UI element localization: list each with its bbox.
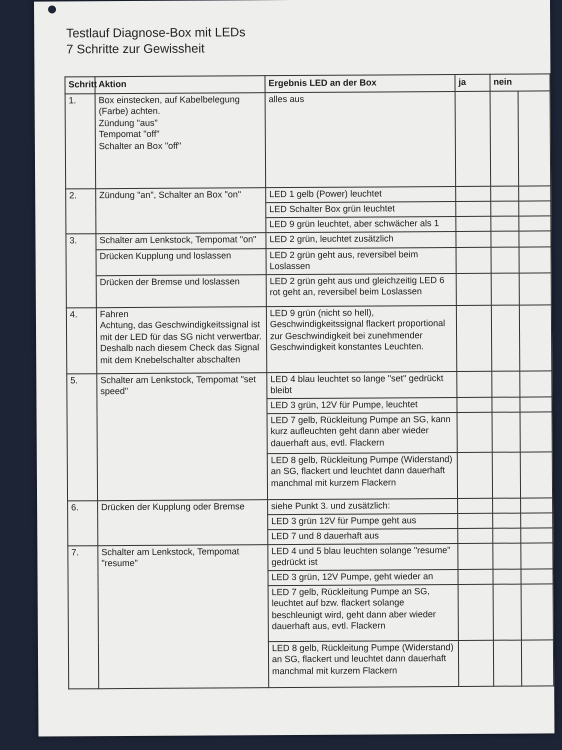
step-number: 6. xyxy=(68,500,98,545)
action-cell: Schalter am Lenkstock, Tempomat "resume" xyxy=(98,544,269,688)
checkbox-nein-cell[interactable] xyxy=(493,528,521,543)
action-cell: Drücken der Bremse und loslassen xyxy=(96,274,266,307)
checkbox-extra-cell xyxy=(519,304,551,370)
header-ja: ja xyxy=(455,74,490,91)
table-row xyxy=(65,90,551,188)
checkbox-nein-cell[interactable] xyxy=(493,498,521,513)
checkbox-extra-cell xyxy=(520,451,552,497)
checkbox-extra-cell xyxy=(519,230,551,246)
header-nein: nein xyxy=(490,74,550,91)
document-title: Testlauf Diagnose-Box mit LEDs xyxy=(66,25,246,41)
checkbox-extra-cell xyxy=(521,583,553,639)
checkbox-ja-cell[interactable] xyxy=(456,305,491,371)
table-row xyxy=(67,370,552,399)
checkbox-extra-cell xyxy=(519,246,551,272)
result-cell: LED 3 grün, 12V für Pumpe, leuchtet xyxy=(267,397,457,413)
checkbox-extra-cell xyxy=(521,542,553,568)
result-cell: LED 3 grün, 12V Pumpe, geht wieder an xyxy=(268,569,458,585)
checkbox-extra-cell xyxy=(521,527,553,542)
result-cell: LED 4 und 5 blau leuchten solange "resume" gedrückt ist xyxy=(268,543,458,570)
action-cell: Fahren Achtung, das Geschwindigkeitssignal ist mit der LED für das SG nicht verwertbar. Deshalb nach diesem Check das Signal mit dem Knebelschalter abschalten xyxy=(96,306,266,373)
step-number: 1. xyxy=(65,93,96,188)
result-cell: LED Schalter Box grün leuchtet xyxy=(266,201,456,217)
step-number: 3. xyxy=(66,233,96,307)
table-row xyxy=(68,542,553,571)
checkbox-nein-cell[interactable] xyxy=(491,305,519,371)
checkbox-extra-cell xyxy=(519,185,551,200)
table-row xyxy=(66,272,551,307)
checkbox-ja-cell[interactable] xyxy=(456,231,491,247)
checkbox-ja-cell[interactable] xyxy=(456,201,491,216)
result-cell: LED 3 grün 12V für Pumpe geht aus xyxy=(268,513,458,529)
checkbox-nein-cell[interactable] xyxy=(491,231,519,247)
checkbox-ja-cell[interactable] xyxy=(455,91,491,186)
step-number: 2. xyxy=(66,188,96,233)
result-cell: LED 9 grün leuchtet, aber schwächer als 1 xyxy=(266,216,456,232)
action-cell: Schalter am Lenkstock, Tempomat "set speed" xyxy=(97,372,268,500)
checkbox-ja-cell[interactable] xyxy=(457,412,492,452)
step-number: 4. xyxy=(66,307,96,373)
checkbox-nein-cell[interactable] xyxy=(493,513,521,528)
table-body xyxy=(65,90,554,688)
checkbox-nein-cell[interactable] xyxy=(492,452,520,498)
result-cell: LED 7 und 8 dauerhaft aus xyxy=(268,528,458,544)
checkbox-ja-cell[interactable] xyxy=(458,584,493,640)
checkbox-extra-cell xyxy=(520,370,552,396)
result-cell: siehe Punkt 3. und zusätzlich: xyxy=(268,498,458,514)
action-cell: Zündung "an", Schalter an Box "on" xyxy=(96,187,266,233)
result-cell: LED 1 gelb (Power) leuchtet xyxy=(266,186,456,202)
checkbox-ja-cell[interactable] xyxy=(458,640,493,686)
action-cell: Drücken der Kupplung oder Bremse xyxy=(98,499,268,545)
result-cell: LED 9 grün (nicht so hell), Geschwindigkeitssignal flackert proportional zur Geschwindigkeit bei zunehmender Geschwindigkeit konstantes Leuchten. xyxy=(266,305,456,372)
punch-hole xyxy=(48,5,56,13)
checkbox-extra-cell xyxy=(521,497,553,512)
table-row xyxy=(66,304,551,373)
checkbox-nein-cell[interactable] xyxy=(492,371,520,397)
header-action: Aktion xyxy=(95,76,265,94)
result-cell: LED 8 gelb, Rückleitung Pumpe (Widerstand) an SG, flackert und leuchtet dann dauerhaft manchmal mit kurzem Flackern xyxy=(267,452,457,499)
checkbox-ja-cell[interactable] xyxy=(458,528,493,543)
checkbox-ja-cell[interactable] xyxy=(457,371,492,397)
checkbox-ja-cell[interactable] xyxy=(458,513,493,528)
document-header xyxy=(66,24,245,57)
checklist-table xyxy=(64,73,554,688)
checkbox-nein-cell[interactable] xyxy=(491,216,519,231)
checkbox-nein-cell[interactable] xyxy=(492,412,520,452)
checkbox-nein-cell[interactable] xyxy=(490,91,519,186)
table-row xyxy=(66,246,551,275)
checkbox-ja-cell[interactable] xyxy=(457,452,492,498)
checkbox-extra-cell xyxy=(519,200,551,215)
result-cell: alles aus xyxy=(265,91,456,187)
checkbox-extra-cell xyxy=(519,272,551,304)
checkbox-extra-cell xyxy=(519,215,551,230)
checkbox-ja-cell[interactable] xyxy=(458,498,493,513)
checkbox-extra-cell xyxy=(520,411,552,451)
checkbox-extra-cell xyxy=(518,90,551,185)
action-cell: Drücken Kupplung und loslassen xyxy=(96,248,266,275)
checkbox-extra-cell xyxy=(521,568,553,583)
result-cell: LED 4 blau leuchtet so lange "set" gedrückt bleibt xyxy=(267,371,457,398)
checkbox-nein-cell[interactable] xyxy=(493,543,521,569)
result-cell: LED 7 gelb, Rückleitung Pumpe an SG, kann kurz aufleuchten geht dann aber wieder dauerhaft aus, evtl. Flackern xyxy=(267,412,457,453)
checkbox-nein-cell[interactable] xyxy=(492,397,520,412)
checkbox-nein-cell[interactable] xyxy=(491,186,519,201)
result-cell: LED 2 grün geht aus, reversibel beim Loslassen xyxy=(266,247,456,274)
checkbox-ja-cell[interactable] xyxy=(458,569,493,584)
checkbox-extra-cell xyxy=(520,396,552,411)
step-number: 7. xyxy=(68,545,99,688)
action-cell: Schalter am Lenkstock, Tempomat "on" xyxy=(96,232,266,249)
paper-sheet xyxy=(34,0,554,737)
header-step: Schritt xyxy=(65,77,95,94)
result-cell: LED 2 grün geht aus und gleichzeitig LED 6 rot geht an, reversibel beim Loslassen xyxy=(266,273,456,306)
document-subtitle: 7 Schritte zur Gewissheit xyxy=(66,41,205,57)
result-cell: LED 8 gelb, Rückleitung Pumpe (Widerstand) an SG, flackert und leuchtet dann dauerhaft manchmal mit kurzem Flackern xyxy=(268,640,458,687)
step-number: 5. xyxy=(67,373,98,500)
checkbox-nein-cell[interactable] xyxy=(491,273,519,305)
result-cell: LED 2 grün, leuchtet zusätzlich xyxy=(266,231,456,248)
checkbox-ja-cell[interactable] xyxy=(457,397,492,412)
checkbox-nein-cell[interactable] xyxy=(493,584,521,640)
checkbox-nein-cell[interactable] xyxy=(493,640,521,686)
checkbox-ja-cell[interactable] xyxy=(456,247,491,273)
result-cell: LED 7 gelb, Rückleitung Pumpe an SG, leuchtet auf bzw. flackert solange beschleunigt wird, geht dann aber wieder dauerhaft aus, evtl. Flackern xyxy=(268,584,458,641)
checkbox-extra-cell xyxy=(521,639,553,685)
action-cell: Box einstecken, auf Kabelbelegung (Farbe) achten. Zündung "aus" Tempomat "off" Schalter an Box "off" xyxy=(95,92,266,188)
checkbox-extra-cell xyxy=(521,512,553,527)
checkbox-ja-cell[interactable] xyxy=(456,273,491,305)
checkbox-nein-cell[interactable] xyxy=(491,201,519,216)
header-result: Ergebnis LED an der Box xyxy=(265,75,455,93)
checkbox-nein-cell[interactable] xyxy=(491,247,519,273)
checkbox-nein-cell[interactable] xyxy=(493,569,521,584)
checkbox-ja-cell[interactable] xyxy=(456,186,491,201)
checkbox-ja-cell[interactable] xyxy=(456,216,491,231)
checkbox-ja-cell[interactable] xyxy=(458,543,493,569)
